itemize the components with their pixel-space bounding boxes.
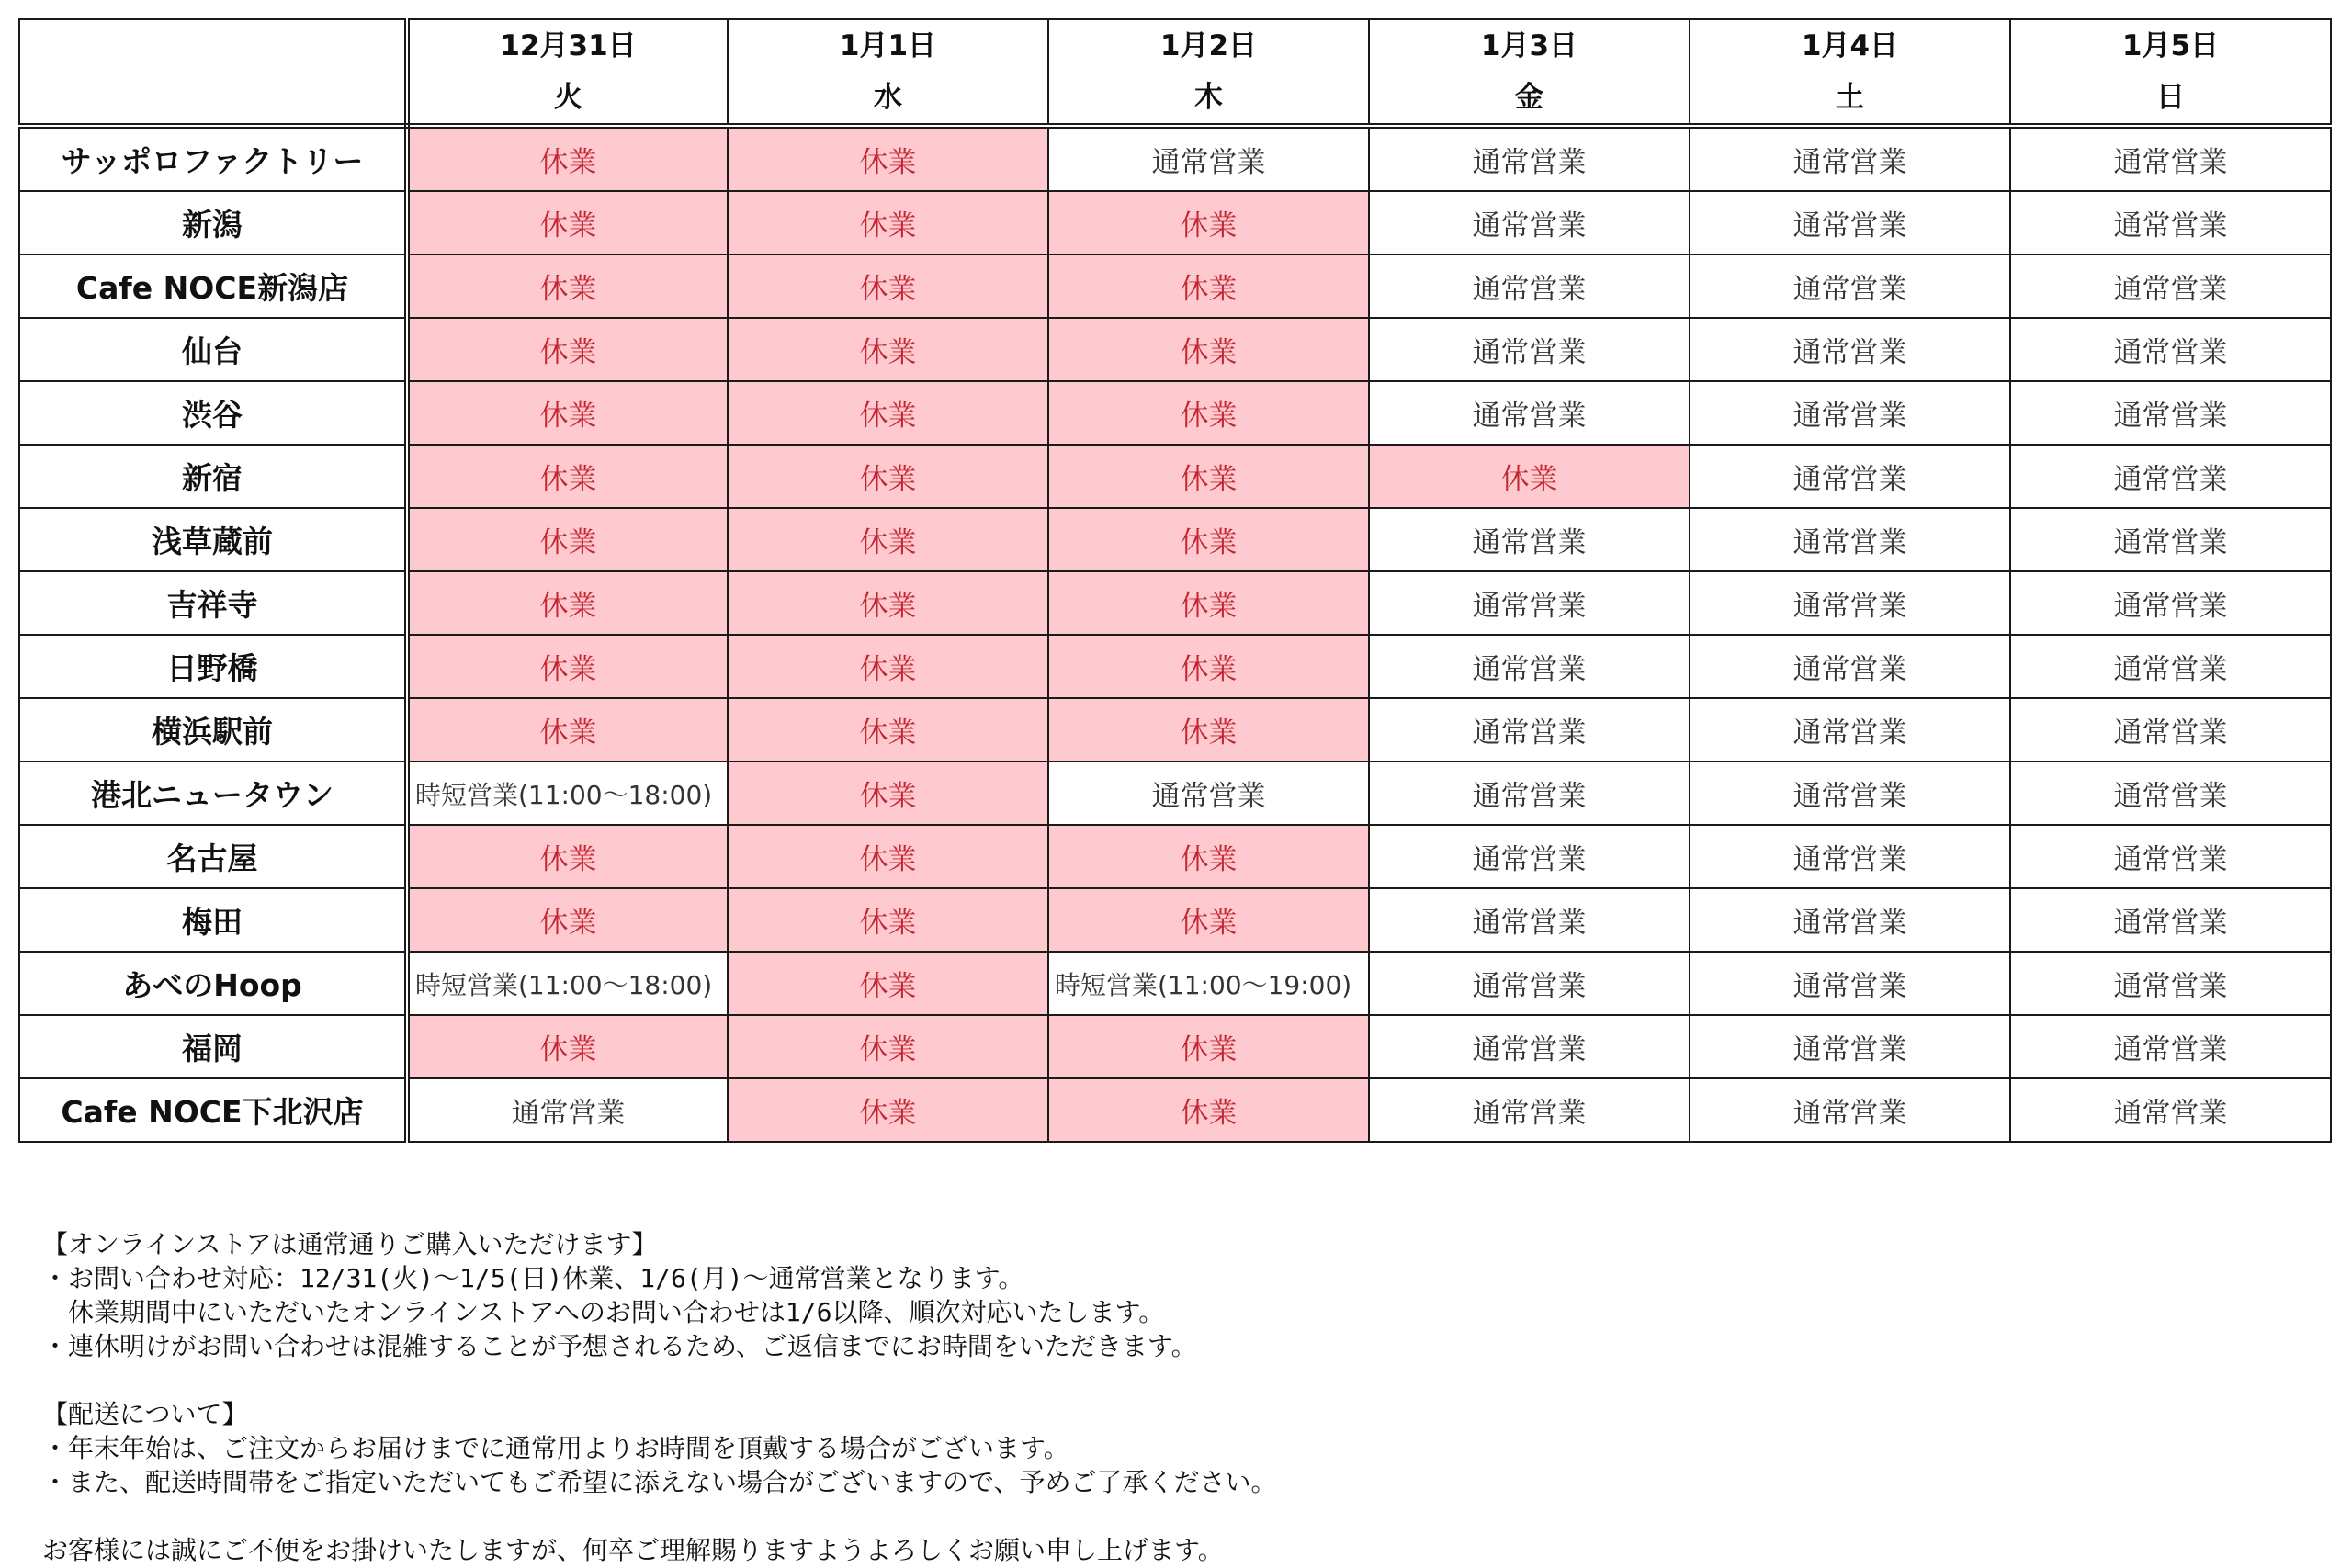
store-name: 梅田 [19, 888, 407, 952]
status-normal: 通常営業 [2010, 1078, 2331, 1142]
status-normal: 通常営業 [2010, 445, 2331, 508]
status-normal: 通常営業 [1369, 191, 1690, 254]
table-row [19, 381, 2331, 445]
header-date: 1月2日 [1159, 29, 1258, 62]
store-name: 渋谷 [19, 381, 407, 445]
status-closed: 休業 [1048, 191, 1369, 254]
status-normal: 通常営業 [1690, 126, 2010, 191]
status-normal: 通常営業 [1690, 445, 2010, 508]
table-row [19, 571, 2331, 635]
status-normal: 通常営業 [1690, 571, 2010, 635]
status-normal: 通常営業 [1690, 508, 2010, 571]
status-closed: 休業 [1048, 698, 1369, 761]
status-normal: 通常営業 [1690, 761, 2010, 825]
status-normal: 通常営業 [2010, 1015, 2331, 1078]
store-name: 福岡 [19, 1015, 407, 1078]
status-normal: 通常営業 [1690, 635, 2010, 698]
header-cell [407, 19, 728, 126]
store-name: Cafe NOCE下北沢店 [19, 1078, 407, 1142]
status-normal: 通常営業 [2010, 635, 2331, 698]
status-normal: 通常営業 [1690, 1078, 2010, 1142]
status-normal: 通常営業 [1369, 1015, 1690, 1078]
header-day: 金 [1515, 81, 1544, 114]
status-normal: 通常営業 [1369, 318, 1690, 381]
status-closed: 休業 [728, 191, 1048, 254]
status-normal: 通常営業 [2010, 508, 2331, 571]
status-closed: 休業 [728, 126, 1048, 191]
status-closed: 休業 [1048, 318, 1369, 381]
notice-line: 【オンラインストアは通常通りご購入いただけます】 [42, 1229, 658, 1259]
header-cell [1690, 19, 2010, 126]
status-normal: 通常営業 [1048, 761, 1369, 825]
status-closed: 休業 [407, 254, 728, 318]
header-cell [1048, 19, 1369, 126]
table-row [19, 1015, 2331, 1078]
status-closed: 休業 [1048, 635, 1369, 698]
notice-line: ・また、配送時間帯をご指定いただいてもご希望に添えない場合がございますので、予めご了承ください。 [42, 1467, 1277, 1497]
status-closed: 休業 [407, 445, 728, 508]
notice-line: ・連休明けがお問い合わせは混雑することが予想されるため、ご返信までにお時間をいただきます。 [42, 1331, 1197, 1361]
store-name: 新宿 [19, 445, 407, 508]
status-short-hours: 時短営業(11:00～19:00) [1048, 952, 1369, 1015]
status-normal: 通常営業 [1369, 254, 1690, 318]
store-name: 横浜駅前 [19, 698, 407, 761]
status-normal: 通常営業 [2010, 318, 2331, 381]
status-normal: 通常営業 [1369, 508, 1690, 571]
status-closed: 休業 [407, 126, 728, 191]
store-name: 日野橋 [19, 635, 407, 698]
status-normal: 通常営業 [1369, 571, 1690, 635]
status-closed: 休業 [407, 381, 728, 445]
table-row [19, 254, 2331, 318]
status-closed: 休業 [1048, 1078, 1369, 1142]
status-closed: 休業 [728, 761, 1048, 825]
notice-line: ・お問い合わせ対応：12/31(火)～1/5(日)休業、1/6(月)～通常営業となります。 [42, 1263, 1024, 1293]
status-normal: 通常営業 [1690, 381, 2010, 445]
status-normal: 通常営業 [1369, 825, 1690, 888]
header-cell [1369, 19, 1690, 126]
status-closed: 休業 [728, 508, 1048, 571]
status-closed: 休業 [728, 888, 1048, 952]
header-day: 水 [874, 81, 902, 114]
status-normal: 通常営業 [2010, 381, 2331, 445]
notice-line [42, 1499, 1276, 1533]
status-normal: 通常営業 [1369, 1078, 1690, 1142]
status-closed: 休業 [728, 381, 1048, 445]
status-normal: 通常営業 [2010, 571, 2331, 635]
status-normal: 通常営業 [2010, 191, 2331, 254]
header-date: 1月1日 [839, 29, 937, 62]
status-normal: 通常営業 [1369, 635, 1690, 698]
notice-line: 【配送について】 [42, 1399, 248, 1429]
status-normal: 通常営業 [1690, 1015, 2010, 1078]
header-day: 日 [2156, 81, 2185, 114]
store-name: Cafe NOCE新潟店 [19, 254, 407, 318]
status-closed: 休業 [1048, 1015, 1369, 1078]
table-row [19, 635, 2331, 698]
status-normal: 通常営業 [1690, 952, 2010, 1015]
table-row [19, 761, 2331, 825]
status-normal: 通常営業 [1369, 888, 1690, 952]
notice-line: お客様には誠にご不便をお掛けいたしますが、何卒ご理解賜りますようよろしくお願い申し上げます。 [42, 1535, 1224, 1565]
business-hours-table [18, 18, 2332, 1143]
status-closed: 休業 [728, 635, 1048, 698]
header-date: 1月3日 [1480, 29, 1578, 62]
table-row [19, 698, 2331, 761]
status-normal: 通常営業 [2010, 761, 2331, 825]
store-name: 浅草蔵前 [19, 508, 407, 571]
table-row [19, 888, 2331, 952]
status-closed: 休業 [728, 825, 1048, 888]
status-closed: 休業 [1048, 571, 1369, 635]
status-closed: 休業 [407, 508, 728, 571]
schedule-body [19, 126, 2331, 1142]
status-closed: 休業 [1048, 445, 1369, 508]
header-date: 1月5日 [2121, 29, 2220, 62]
status-short-hours: 時短営業(11:00～18:00) [407, 761, 728, 825]
status-normal: 通常営業 [2010, 126, 2331, 191]
header-row [19, 19, 2331, 126]
store-name: あべのHoop [19, 952, 407, 1015]
status-normal: 通常営業 [1369, 761, 1690, 825]
status-normal: 通常営業 [407, 1078, 728, 1142]
notice-line [42, 1363, 1276, 1397]
status-normal: 通常営業 [1369, 952, 1690, 1015]
status-closed: 休業 [407, 635, 728, 698]
store-name: 仙台 [19, 318, 407, 381]
status-short-hours: 時短営業(11:00～18:00) [407, 952, 728, 1015]
status-closed: 休業 [407, 571, 728, 635]
status-closed: 休業 [407, 1015, 728, 1078]
status-normal: 通常営業 [2010, 825, 2331, 888]
status-closed: 休業 [728, 1015, 1048, 1078]
store-name: 港北ニュータウン [19, 761, 407, 825]
status-closed: 休業 [728, 254, 1048, 318]
status-normal: 通常営業 [1690, 254, 2010, 318]
status-normal: 通常営業 [1690, 318, 2010, 381]
header-day: 木 [1194, 81, 1223, 114]
status-closed: 休業 [728, 318, 1048, 381]
table-row [19, 508, 2331, 571]
status-closed: 休業 [407, 698, 728, 761]
header-cell [2010, 19, 2331, 126]
status-normal: 通常営業 [1690, 191, 2010, 254]
status-closed: 休業 [1048, 825, 1369, 888]
status-normal: 通常営業 [1369, 381, 1690, 445]
status-closed: 休業 [407, 318, 728, 381]
header-cell [728, 19, 1048, 126]
status-normal: 通常営業 [1690, 825, 2010, 888]
header-day: 火 [554, 81, 582, 114]
status-normal: 通常営業 [1369, 126, 1690, 191]
status-closed: 休業 [407, 825, 728, 888]
notice-line: 休業期間中にいただいたオンラインストアへのお問い合わせは1/6以降、順次対応いたします。 [42, 1297, 1165, 1327]
status-closed: 休業 [1048, 508, 1369, 571]
table-row [19, 1078, 2331, 1142]
table-row [19, 952, 2331, 1015]
status-closed: 休業 [728, 1078, 1048, 1142]
corner-cell [19, 19, 407, 126]
status-closed: 休業 [407, 888, 728, 952]
status-closed: 休業 [728, 698, 1048, 761]
status-closed: 休業 [1048, 888, 1369, 952]
status-closed: 休業 [1048, 254, 1369, 318]
status-normal: 通常営業 [1690, 698, 2010, 761]
status-closed: 休業 [407, 191, 728, 254]
status-normal: 通常営業 [2010, 952, 2331, 1015]
store-name: 吉祥寺 [19, 571, 407, 635]
notice-line: ・年末年始は、ご注文からお届けまでに通常用よりお時間を頂戴する場合がございます。 [42, 1433, 1069, 1463]
status-normal: 通常営業 [1369, 698, 1690, 761]
status-closed: 休業 [1369, 445, 1690, 508]
status-normal: 通常営業 [1690, 888, 2010, 952]
status-closed: 休業 [728, 952, 1048, 1015]
status-closed: 休業 [728, 445, 1048, 508]
store-name: 名古屋 [19, 825, 407, 888]
header-date: 12月31日 [500, 29, 637, 62]
status-normal: 通常営業 [2010, 254, 2331, 318]
table-row [19, 825, 2331, 888]
status-normal: 通常営業 [2010, 698, 2331, 761]
header-day: 土 [1836, 81, 1864, 114]
status-closed: 休業 [728, 571, 1048, 635]
store-name: サッポロファクトリー [19, 126, 407, 191]
table-row [19, 191, 2331, 254]
store-name: 新潟 [19, 191, 407, 254]
table-row [19, 318, 2331, 381]
header-date: 1月4日 [1801, 29, 1899, 62]
status-closed: 休業 [1048, 381, 1369, 445]
status-normal: 通常営業 [1048, 126, 1369, 191]
table-row [19, 126, 2331, 191]
notice-text-block [42, 1227, 1276, 1567]
table-row [19, 445, 2331, 508]
status-normal: 通常営業 [2010, 888, 2331, 952]
